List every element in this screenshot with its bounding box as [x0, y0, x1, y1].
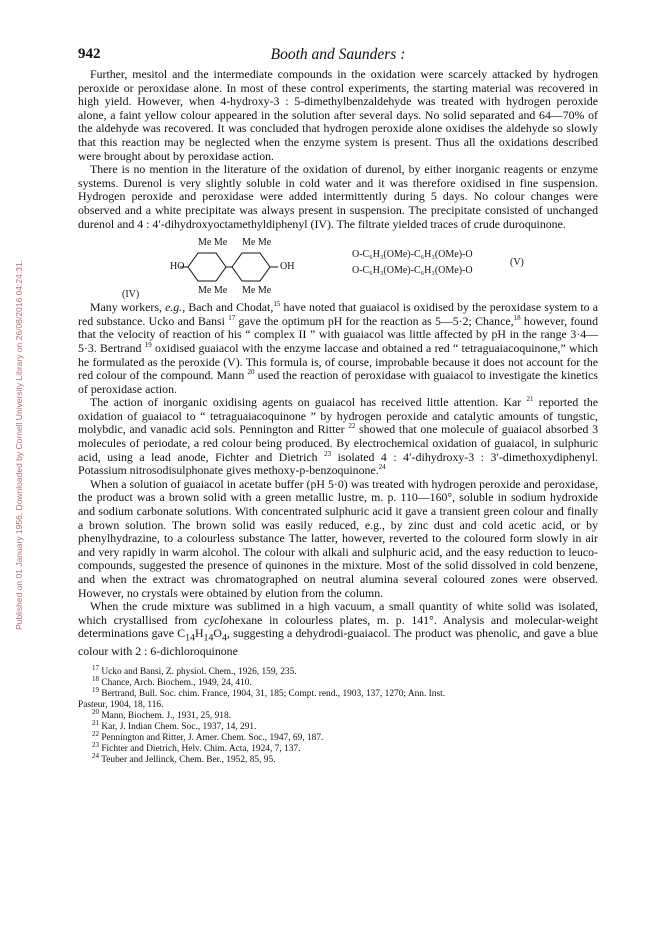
running-header	[78, 46, 598, 68]
ref-mark: 22	[348, 422, 356, 431]
reference-item: $^{20}$ Mann, Biochem. J., 1931, 25, 918.	[92, 707, 232, 721]
reference-item: $^{23}$ Fichter and Dietrich, Helv. Chim. Acta, 1924, 7, 137.	[92, 740, 301, 754]
ref-mark: 20	[247, 368, 255, 377]
paragraph-4: The action of inorganic oxidising agents on guaiacol has received little attention. Kar $^{21}$ reported the oxidation of guaiacol to “ tetraguaiacoquinone ” by hydrogen peroxide and catalytic amounts of tungstic, molybdic, and vanadic acid sols. Pennington and Ritter $^{22}$ showed that one molecule of guaiacol absorbed 3 molecules of periodate, a red colour being produced. By electrochemical oxidation of guaiacol, in sulphuric acid, using a lead anode, Fichter and Dietrich $^{23}$ isolated 4 : 4′-dihydroxy-3 : 3′-dimethoxydiphenyl. Potassium nitrosodisulphonate gives methoxy-p-benzoquinone.$^{24}$	[78, 395, 598, 478]
iv-hydroxy-left: HO	[170, 261, 185, 273]
paragraph-1: Further, mesitol and the intermediate compounds in the oxidation were scarcely attacked by hydrogen peroxide or peroxidase alone. In most of these control experiments, the starting material was recovered in high yield. However, when 4-hydroxy-3 : 5-dimethylbenzaldehyde was treated with hydrogen peroxide alone, a faint yellow colour appeared in the solution after several days. No solid separated and 64—70% of the aldehyde was recovered. It was concluded that hydrogen peroxide alone oxidises the aldehyde so slowly that this reaction may be neglected when the enzyme system is present. Thus all the oxidations described were brought about by peroxidase action.	[78, 67, 598, 163]
ref-mark: 21	[526, 395, 534, 404]
iv-hydroxy-right: OH	[280, 261, 295, 273]
paragraph-2: There is no mention in the literature of the oxidation of durenol, by either inorganic reagents or enzyme systems. Durenol is very slightly soluble in cold water and it was therefore oxidised in fine suspension. Hydrogen peroxide and peroxidase were added intermittently during 5 days. No colour changes were observed and a white precipitate was always present in suspension. The precipitate consisted of unchanged durenol and 4 : 4′-dihydroxyoctamethyldiphenyl (IV). The filtrate yielded traces of crude duroquinone.	[78, 162, 598, 231]
download-watermark-text: Published on 01 January 1956. Downloaded by Cornell University Library on 26/08/2016 04:24:31.	[14, 260, 24, 630]
page-number: 942	[78, 46, 101, 62]
paragraph-5: When a solution of guaiacol in acetate buffer (pH 5·0) was treated with hydrogen peroxide and peroxidase, the product was a brown solid with a green metallic lustre, m. p. 110—160°, soluble in sodium hydroxide and sodium carbonate solutions. With concentrated sulphuric acid it gave a transient green colour and finally a brown solution. The brown solid was easily reduced, e.g., by zinc dust and cold acetic acid, or by phenylhydrazine, to a colourless substance The latter, however, reverted to the coloured form slowly in air and very rapidly in warm alcohol. The colour with alkali and sulphuric acid, and the easy reduction to leuco-compounds, suggested the presence of quinones in the mixture. Most of the solid dissolved in cold benzene, and when the extract was chromatographed on neutral alumina several coloured zones were observed. However, no crystals were obtained by elution from the column.	[78, 476, 598, 600]
reference-item: $^{24}$ Teuber and Jellinck, Chem. Ber., 1952, 85, 95.	[92, 751, 276, 765]
ref-mark: 15	[273, 300, 281, 309]
structure-v-line-1: O-C₆H₃(OMe)-C₆H₃(OMe)-O	[352, 249, 473, 261]
reference-item-continuation: Pasteur, 1904, 18, 116.	[78, 699, 164, 710]
ref-mark: 18	[513, 313, 521, 322]
reference-item: $^{22}$ Pennington and Ritter, J. Amer. Chem. Soc., 1947, 69, 187.	[92, 729, 324, 743]
iv-bottom-right-methyls: Me Me	[242, 285, 272, 297]
iv-bottom-left-methyls: Me Me	[198, 285, 228, 297]
structure-v-label: (V)	[510, 257, 524, 269]
paragraph-3: Many workers, e.g., Bach and Chodat,$^{15}$ have noted that guaiacol is oxidised by the peroxidase system to a red substance. Ucko and Bansi $^{17}$ gave the optimum pH for the reaction as 5—5·2; Chance,$^{18}$ however, found that the velocity of reaction of his “ complex II ” with guaiacol was little affected by pH in the range 3·4—5·3. Bertrand $^{19}$ oxidised guaiacol with the enzyme laccase and obtained a red “ tetraguaiacoquinone,” which he formulated as the peroxide (V). This formula is, of course, improbable because it does not account for the red colour of the compound. Mann $^{20}$ used the reaction of peroxidase with guaiacol to investigate the kinetics of peroxidase action.	[78, 300, 599, 396]
running-title: Booth and Saunders :	[270, 46, 406, 63]
reference-item: $^{17}$ Ucko and Bansi, Z. physiol. Chem., 1926, 159, 235.	[92, 663, 297, 677]
structure-iv-label: (IV)	[122, 289, 140, 301]
reference-item: $^{19}$ Bertrand, Bull. Soc. chim. France, 1904, 31, 185; Compt. rend., 1903, 137, 1270; Ann. Inst.	[92, 685, 446, 699]
footnote-references	[78, 663, 598, 766]
paragraph-6: When the crude mixture was sublimed in a high vacuum, a small quantity of white solid was isolated, which crystallised from cyclohexane in colourless plates, m. p. 141°. Analysis and molecular-weight determinations gave $C_{14}H_{14}O_4$, suggesting a dehydrodi-guaiacol. The product was phenolic, and gave a blue colour with 2 : 6-dichloroquinone	[78, 599, 598, 659]
ref-mark: 19	[144, 340, 152, 349]
iv-top-right-methyls: Me Me	[242, 237, 272, 249]
ref-mark: 23	[324, 449, 332, 458]
download-watermark	[2, 160, 24, 640]
ref-mark: 17	[228, 313, 236, 322]
reference-item: $^{18}$ Chance, Arch. Biochem., 1949, 24, 410.	[92, 674, 252, 688]
structure-figure	[78, 231, 598, 301]
iv-top-left-methyls: Me Me	[198, 237, 228, 249]
reference-item: $^{21}$ Kar, J. Indian Chem. Soc., 1937, 14, 291.	[92, 718, 257, 732]
ref-mark: 24	[378, 463, 386, 472]
page-body	[78, 46, 598, 766]
structure-v-line-2: O-C₆H₃(OMe)-C₆H₃(OMe)-O	[352, 265, 473, 277]
